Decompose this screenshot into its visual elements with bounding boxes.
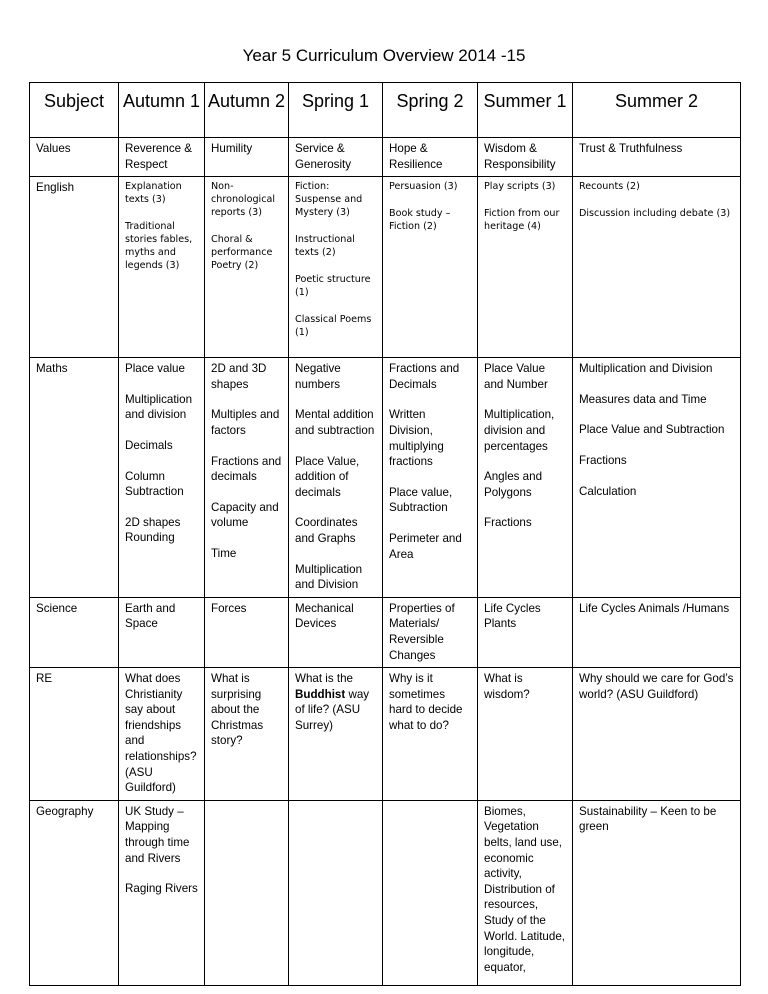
cell-entry: Book study – Fiction (2) (389, 208, 451, 233)
cell-entry: Written Division, multiplying fractions (389, 408, 444, 469)
cell-entry: Life Cycles Animals /Humans (579, 601, 730, 615)
cell-autumn-1 (119, 177, 205, 358)
cell-spring-1 (289, 668, 383, 801)
cell-entry: Properties of Materials/ Reversible Changes (389, 601, 455, 662)
cell-entry: Classical Poems (1) (295, 314, 372, 339)
cell-entry: Raging Rivers (125, 882, 198, 896)
cell-entry: Place Value and Subtraction (579, 423, 725, 437)
cell-autumn-1 (119, 800, 205, 985)
cell-entry: Instructional texts (2) (295, 234, 355, 259)
cell-entry: Trust & Truthfulness (579, 142, 683, 155)
cell-entry: Choral & performance Poetry (2) (211, 234, 273, 272)
cell-entry: Wisdom & Responsibility (484, 142, 556, 171)
cell-summer-1 (478, 177, 573, 358)
header-spring-2: Spring 2 (383, 83, 478, 138)
cell-autumn-1 (119, 597, 205, 667)
re-spring-1-post: way of life? (ASU Surrey) (295, 687, 370, 732)
cell-entry: Persuasion (3) (389, 181, 458, 193)
cell-entry: Life Cycles Plants (484, 601, 541, 631)
cell-entry: Angles and Polygons (484, 470, 543, 499)
cell-entry: Fractions (484, 516, 532, 530)
cell-entry: Multiplication and division (125, 392, 193, 422)
cell-spring-1 (289, 358, 383, 598)
cell-entry: Perimeter and Area (389, 531, 462, 561)
subject-cell: RE (30, 668, 119, 801)
subject-cell: Science (30, 597, 119, 667)
cell-spring-2 (383, 668, 478, 801)
cell-entry: Fractions (579, 453, 627, 467)
cell-entry: Column Subtraction (125, 469, 184, 499)
cell-entry: Multiples and factors (211, 408, 280, 437)
cell-entry: Place Value and Number (484, 362, 548, 391)
header-spring-1: Spring 1 (289, 83, 383, 138)
cell-summer-2 (573, 597, 741, 667)
cell-entry: Calculation (579, 484, 637, 498)
cell-entry: Biomes, Vegetation belts, land use, economic activity, Distribution of resources, Study of the World. Latitude, longitude, equator, (484, 804, 565, 974)
page-title: Year 5 Curriculum Overview 2014 -15 (242, 46, 526, 65)
cell-entry: Measures data and Time (579, 392, 707, 406)
cell-summer-2 (573, 358, 741, 598)
header-autumn-1: Autumn 1 (119, 83, 205, 138)
cell-spring-1 (289, 800, 383, 985)
cell-entry: Negative numbers (295, 362, 341, 391)
cell-entry: Poetic structure (1) (295, 274, 371, 299)
cell-entry: Recounts (2) (579, 181, 640, 193)
re-spring-1-bold: Buddhist (295, 687, 346, 701)
cell-summer-2 (573, 668, 741, 801)
cell-entry: What is wisdom? (484, 672, 530, 701)
cell-entry: Why is it sometimes hard to decide what to do? (389, 672, 463, 732)
cell-entry: Forces (211, 601, 247, 615)
cell-entry: Capacity and volume (211, 500, 279, 530)
subject-cell: Maths (30, 358, 119, 598)
cell-entry: Fiction from our heritage (4) (484, 208, 560, 233)
header-summer-2: Summer 2 (573, 83, 741, 138)
cell-entry: Non-chronological reports (3) (211, 181, 276, 219)
row-english (30, 177, 741, 358)
header-row (30, 83, 741, 138)
cell-entry: 2D and 3D shapes (211, 362, 267, 391)
cell-entry: UK Study – Mapping through time and Rivers (125, 804, 190, 865)
cell-spring-2 (383, 138, 478, 177)
cell-entry: Time (211, 546, 237, 560)
subject-cell: English (30, 177, 119, 358)
cell-summer-1 (478, 597, 573, 667)
cell-summer-2 (573, 177, 741, 358)
cell-spring-2 (383, 177, 478, 358)
header-subject: Subject (30, 83, 119, 138)
cell-spring-2 (383, 358, 478, 598)
cell-autumn-2 (205, 177, 289, 358)
cell-entry: Earth and Space (125, 601, 176, 631)
cell-entry: Multiplication, division and percentages (484, 408, 555, 453)
cell-autumn-2 (205, 138, 289, 177)
cell-summer-1 (478, 358, 573, 598)
cell-entry: Fiction: Suspense and Mystery (3) (295, 181, 363, 219)
cell-entry: Mechanical Devices (295, 601, 354, 631)
cell-spring-2 (383, 597, 478, 667)
cell-spring-2 (383, 800, 478, 985)
cell-entry: Fractions and decimals (211, 454, 282, 484)
cell-entry: What is surprising about the Christmas story? (211, 672, 264, 748)
cell-entry: Humility (211, 142, 253, 155)
row-re (30, 668, 741, 801)
subject-cell: Geography (30, 800, 119, 985)
cell-spring-1 (289, 177, 383, 358)
cell-autumn-1 (119, 358, 205, 598)
cell-autumn-1 (119, 668, 205, 801)
cell-entry: What does Christianity say about friendships and relationships? (ASU Guildford) (125, 672, 197, 795)
cell-entry: Traditional stories fables, myths and legends (3) (125, 221, 193, 272)
cell-entry: Explanation texts (3) (125, 181, 182, 206)
cell-autumn-2 (205, 668, 289, 801)
header-autumn-2: Autumn 2 (205, 83, 289, 138)
cell-autumn-2 (205, 597, 289, 667)
cell-autumn-1 (119, 138, 205, 177)
row-maths (30, 358, 741, 598)
cell-entry: 2D shapes Rounding (125, 515, 181, 545)
re-spring-1-pre: What is the (295, 672, 353, 686)
cell-entry: Coordinates and Graphs (295, 516, 358, 545)
cell-entry: Multiplication and Division (579, 362, 713, 376)
curriculum-table (29, 82, 741, 986)
cell-entry: Reverence & Respect (125, 142, 193, 171)
cell-summer-1 (478, 800, 573, 985)
cell-spring-1 (289, 138, 383, 177)
cell-summer-2 (573, 800, 741, 985)
cell-entry: Mental addition and subtraction (295, 408, 375, 437)
cell-entry: Place value, Subtraction (389, 485, 453, 515)
cell-entry: Multiplication and Division (295, 562, 363, 592)
cell-entry: Sustainability – Keen to be green (579, 804, 717, 834)
cell-entry: Decimals (125, 438, 173, 452)
cell-entry: Play scripts (3) (484, 181, 556, 193)
header-summer-1: Summer 1 (478, 83, 573, 138)
cell-entry: Place Value, addition of decimals (295, 454, 360, 499)
cell-entry: Service & Generosity (295, 142, 352, 171)
cell-entry: Hope & Resilience (389, 142, 443, 171)
cell-summer-1 (478, 668, 573, 801)
row-values (30, 138, 741, 177)
cell-entry: Why should we care for God’s world? (ASU Guildford) (579, 672, 734, 701)
cell-autumn-2 (205, 358, 289, 598)
cell-autumn-2 (205, 800, 289, 985)
cell-entry: Place value (125, 362, 185, 376)
cell-summer-2 (573, 138, 741, 177)
cell-entry: Fractions and Decimals (389, 362, 460, 391)
row-geography (30, 800, 741, 985)
row-science (30, 597, 741, 667)
subject-cell: Values (30, 138, 119, 177)
cell-spring-1 (289, 597, 383, 667)
cell-entry: Discussion including debate (3) (579, 208, 731, 220)
cell-summer-1 (478, 138, 573, 177)
